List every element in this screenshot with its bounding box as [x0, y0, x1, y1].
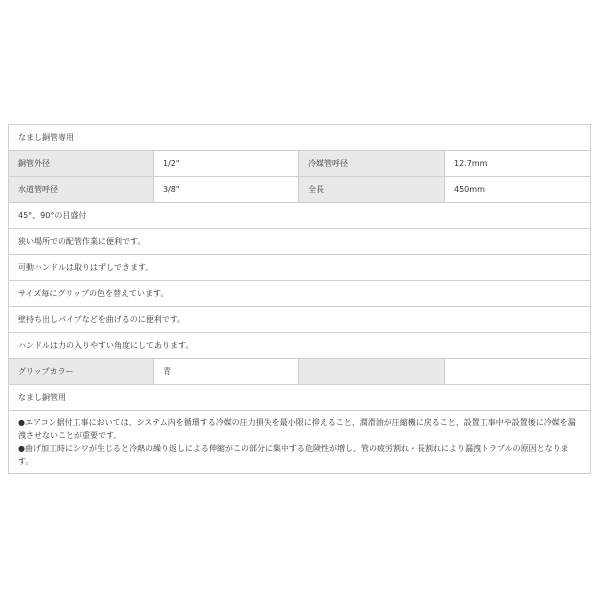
total-length-label: 全長: [299, 177, 445, 203]
note-paragraph: ●エアコン据付工事においては、システム内を循環する冷媒の圧力損失を最小限に抑えること、潤滑油が圧縮機に戻ること、設置工事中や設置後に冷媒を漏洩させないことが重要です。: [18, 418, 576, 440]
title-cell: なまし銅管専用: [9, 125, 591, 151]
water-pipe-size-label: 水道管呼径: [9, 177, 154, 203]
grip-color-label: グリップカラー: [9, 359, 154, 385]
usage-cell: なまし銅管用: [9, 385, 591, 411]
table-row: [9, 177, 591, 203]
outer-diameter-label: 銅管外径: [9, 151, 154, 177]
total-length-value: 450mm: [445, 177, 591, 203]
table-row: [9, 203, 591, 229]
empty-label-cell: [299, 359, 445, 385]
table-row: [9, 307, 591, 333]
refrigerant-pipe-size-label: 冷媒管呼径: [299, 151, 445, 177]
table-row: [9, 151, 591, 177]
table-row: [9, 385, 591, 411]
table-row: [9, 333, 591, 359]
note-paragraph: ●曲げ加工時にシワが生じると冷熱の繰り返しによる伸縮がこの部分に集中する危険性が増し、管の疲労割れ・長割れにより漏洩トラブルの原因となります。: [18, 444, 569, 466]
refrigerant-pipe-size-value: 12.7mm: [445, 151, 591, 177]
spec-table: [8, 124, 591, 474]
feature-cell: 壁持ち出しパイプなどを曲げるのに便利です。: [9, 307, 591, 333]
feature-cell: 狭い場所での配管作業に便利です。: [9, 229, 591, 255]
feature-cell: ハンドルは力の入りやすい角度にしてあります。: [9, 333, 591, 359]
table-row: [9, 281, 591, 307]
notes-cell: [9, 411, 591, 474]
table-row: [9, 229, 591, 255]
table-row: [9, 411, 591, 474]
table-row: [9, 125, 591, 151]
empty-value-cell: [445, 359, 591, 385]
feature-cell: サイズ毎にグリップの色を替えています。: [9, 281, 591, 307]
table-row: [9, 255, 591, 281]
feature-cell: 可動ハンドルは取りはずしできます。: [9, 255, 591, 281]
outer-diameter-value: 1/2": [154, 151, 299, 177]
grip-color-value: 青: [154, 359, 299, 385]
feature-cell: 45°、90°の目盛付: [9, 203, 591, 229]
water-pipe-size-value: 3/8": [154, 177, 299, 203]
table-row: [9, 359, 591, 385]
